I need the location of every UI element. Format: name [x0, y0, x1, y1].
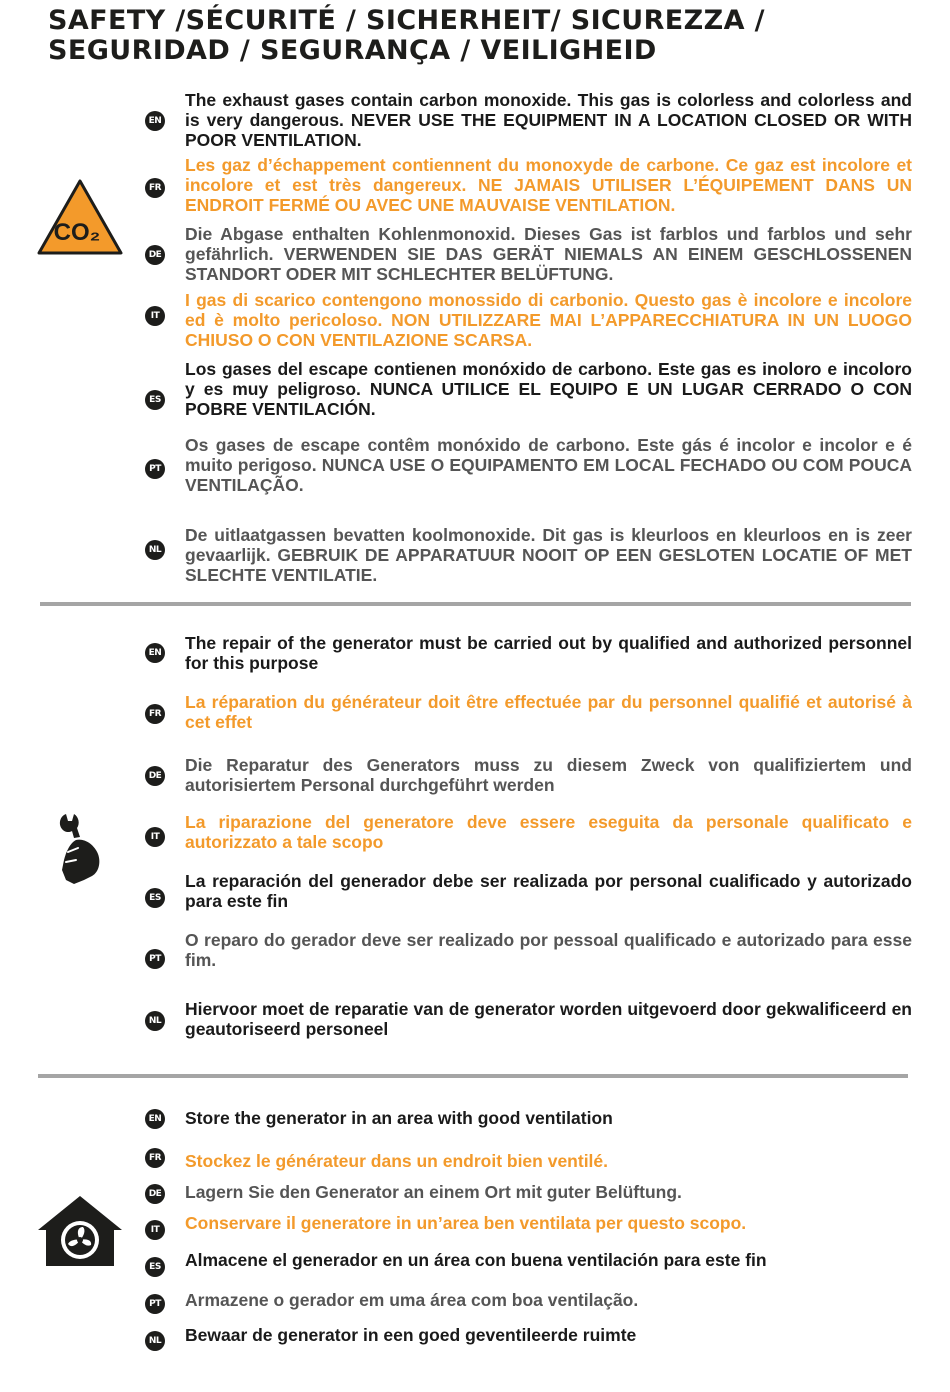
- lang-badge-it: IT: [145, 1220, 165, 1240]
- lang-badge-en: EN: [145, 1109, 165, 1129]
- co2-warning-nl: De uitlaatgassen bevatten koolmonoxide. Dit gas is kleurloos en kleurloos en is zeer gevaarlijk. GEBRUIK DE APPARATUUR NOOIT OP EEN GESLOTEN LOCATIE OF MET SLECHTE VENTILATIE.: [185, 525, 912, 585]
- ventilation-fr: Stockez le générateur dans un endroit bien ventilé.: [185, 1151, 609, 1171]
- lang-badge-en: EN: [145, 111, 165, 131]
- co2-warning-de: Die Abgase enthalten Kohlenmonoxid. Dieses Gas ist farblos und farblos und sehr gefährlich. VERWENDEN SIE DAS GERÄT NIEMALS AN EINEM GESCHLOSSENEN STANDORT ODER MIT SCHLECHTER BELÜFTUNG.: [185, 224, 912, 284]
- lang-badge-fr: FR: [145, 1148, 165, 1168]
- house-ventilation-fan-icon: [36, 1194, 124, 1268]
- co2-warning-it: I gas di scarico contengono monossido di carbonio. Questo gas è incolore e incolore ed è molto pericoloso. NON UTILIZZARE MAI L’APPARECCHIATURA IN UN LUOGO CHIUSO O CON VENTILAZIONE SCARSA.: [185, 290, 912, 350]
- lang-badge-de: DE: [145, 245, 165, 265]
- lang-badge-nl: NL: [145, 1331, 165, 1351]
- ventilation-de: Lagern Sie den Generator an einem Ort mit guter Belüftung.: [185, 1182, 682, 1202]
- lang-badge-pt: PT: [145, 1294, 165, 1314]
- ventilation-pt: Armazene o gerador em uma área com boa ventilação.: [185, 1290, 639, 1310]
- lang-badge-fr: FR: [145, 704, 165, 724]
- section-divider: [40, 602, 911, 606]
- lang-badge-nl: NL: [145, 540, 165, 560]
- lang-badge-de: DE: [145, 1184, 165, 1204]
- lang-badge-es: ES: [145, 888, 165, 908]
- co2-warning-icon: [36, 178, 124, 256]
- repair-hand-wrench-icon: [54, 810, 102, 886]
- co2-warning-fr: Les gaz d’échappement contiennent du monoxyde de carbone. Ce gaz est incolore et incolore et est très dangereux. NE JAMAIS UTILISER L’ÉQUIPEMENT DANS UN ENDROIT FERMÉ OU AVEC UNE MAUVAISE VENTILATION.: [185, 155, 912, 215]
- lang-badge-nl: NL: [145, 1011, 165, 1031]
- ventilation-it: Conservare il generatore in un’area ben ventilata per questo scopo.: [185, 1213, 747, 1233]
- repair-es: La reparación del generador debe ser realizada por personal cualificado y autorizado para este fin: [185, 871, 912, 911]
- repair-it: La riparazione del generatore deve essere eseguita da personale qualificato e autorizzato a tale scopo: [185, 812, 912, 852]
- lang-badge-pt: PT: [145, 459, 165, 479]
- repair-nl: Hiervoor moet de reparatie van de generator worden uitgevoerd door gekwalificeerd en geautoriseerd personeel: [185, 999, 912, 1039]
- lang-badge-pt: PT: [145, 949, 165, 969]
- lang-badge-de: DE: [145, 766, 165, 786]
- ventilation-nl: Bewaar de generator in een goed geventileerde ruimte: [185, 1325, 637, 1345]
- lang-badge-es: ES: [145, 390, 165, 410]
- page-title: SAFETY /SÉCURITÉ / SICHERHEIT/ SICUREZZA / SEGURIDAD / SEGURANÇA / VEILIGHEID: [48, 5, 765, 66]
- repair-en: The repair of the generator must be carried out by qualified and authorized personnel for this purpose: [185, 633, 912, 673]
- co2-icon-label: CO₂: [53, 219, 101, 246]
- repair-fr: La réparation du générateur doit être effectuée par du personnel qualifié et autorisé à cet effet: [185, 692, 912, 732]
- lang-badge-es: ES: [145, 1257, 165, 1277]
- co2-warning-es: Los gases del escape contienen monóxido de carbono. Este gas es inoloro e incoloro y es muy peligroso. NUNCA UTILICE EL EQUIPO E UN LUGAR CERRADO O CON POBRE VENTILACIÓN.: [185, 359, 912, 419]
- section-divider: [38, 1074, 908, 1078]
- ventilation-es: Almacene el generador en un área con buena ventilación para este fin: [185, 1250, 767, 1270]
- ventilation-en: Store the generator in an area with good ventilation: [185, 1108, 613, 1128]
- lang-badge-it: IT: [145, 827, 165, 847]
- lang-badge-en: EN: [145, 643, 165, 663]
- co2-warning-en: The exhaust gases contain carbon monoxide. This gas is colorless and colorless and is very dangerous. NEVER USE THE EQUIPMENT IN A LOCATION CLOSED OR WITH POOR VENTILATION.: [185, 90, 912, 150]
- repair-de: Die Reparatur des Generators muss zu diesem Zweck von qualifiziertem und autorisiertem Personal durchgeführt werden: [185, 755, 912, 795]
- lang-badge-it: IT: [145, 306, 165, 326]
- repair-pt: O reparo do gerador deve ser realizado por pessoal qualificado e autorizado para esse fim.: [185, 930, 912, 970]
- lang-badge-fr: FR: [145, 178, 165, 198]
- co2-warning-pt: Os gases de escape contêm monóxido de carbono. Este gás é incolor e incolor e é muito perigoso. NUNCA USE O EQUIPAMENTO EM LOCAL FECHADO OU COM POUCA VENTILAÇÃO.: [185, 435, 912, 495]
